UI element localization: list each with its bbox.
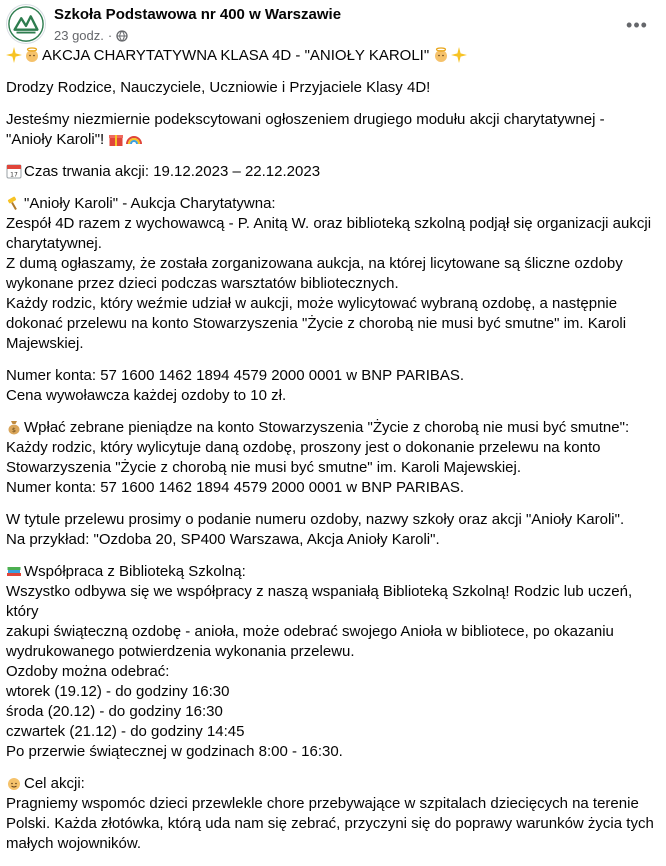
- post-text: Pragniemy wspomóc dzieci przewlekle chore przebywające w szpitalach dziecięcych na terenie: [6, 795, 639, 812]
- post-time[interactable]: 23 godz.: [54, 28, 104, 43]
- post-text-line: [6, 294, 654, 314]
- more-icon[interactable]: •••: [626, 14, 648, 35]
- post-text-line: [6, 110, 654, 130]
- post-paragraph: [6, 510, 654, 550]
- post-text-line: [6, 510, 654, 530]
- post-text-line: [6, 642, 654, 662]
- post-paragraph: [6, 562, 654, 762]
- gift-icon: [108, 131, 124, 147]
- post-text: Polski. Każda złotówka, którą uda nam się zebrać, przyczyni się do poprawy warunków życia tych: [6, 815, 654, 832]
- post-text-line: [6, 562, 654, 582]
- post-text-line: [6, 682, 654, 702]
- post-text-line: [6, 366, 654, 386]
- post-text: dokonać przelewu na konto Stowarzyszenia "Życie z chorobą nie musi być smutne" im. Karoli: [6, 315, 627, 332]
- post-text-line: [6, 438, 654, 458]
- post-text: Majewskiej.: [6, 335, 84, 352]
- post-text: środa (20.12) - do godziny 16:30: [6, 703, 223, 720]
- meta-separator: ·: [107, 28, 113, 43]
- post-text: "Anioły Karoli" - Aukcja Charytatywna:: [24, 195, 276, 212]
- post-text: Jesteśmy niezmiernie podekscytowani ogłoszeniem drugiego modułu akcji charytatywnej -: [6, 111, 605, 128]
- post-text: małych wojowników.: [6, 835, 142, 852]
- post-text-line: [6, 234, 654, 254]
- post-text: Drodzy Rodzice, Nauczyciele, Uczniowie i Przyjaciele Klasy 4D!: [6, 79, 431, 96]
- target-icon: [6, 775, 22, 791]
- post-text: Cel akcji:: [24, 775, 85, 792]
- post-text-line: [6, 46, 654, 66]
- post-header: [6, 4, 666, 44]
- post-text: Stowarzyszenia "Życie z chorobą nie musi być smutne" im. Karoli Majewskiej.: [6, 459, 521, 476]
- books-icon: [6, 563, 22, 579]
- post-text: Na przykład: "Ozdoba 20, SP400 Warszawa, Akcja Anioły Karoli".: [6, 531, 440, 548]
- post-text-line: [6, 334, 654, 354]
- post-text: Wpłać zebrane pieniądze na konto Stowarzyszenia "Życie z chorobą nie musi być smutne":: [24, 419, 630, 436]
- post-text: wydrukowanego potwierdzenia wykonania przelewu.: [6, 643, 355, 660]
- post-text-line: [6, 794, 654, 814]
- post-paragraph: [6, 418, 654, 498]
- angel-baby-icon: [433, 47, 449, 63]
- post-body: [6, 46, 654, 866]
- gavel-icon: [6, 195, 22, 211]
- post-text-line: [6, 742, 654, 762]
- sparkle-icon: [6, 47, 22, 63]
- post-text-line: [6, 774, 654, 794]
- sparkle-icon: [451, 47, 467, 63]
- post-text: wtorek (19.12) - do godziny 16:30: [6, 683, 230, 700]
- post-text: czwartek (21.12) - do godziny 14:45: [6, 723, 245, 740]
- post-text: Wszystko odbywa się we współpracy z naszą wspaniałą Biblioteką Szkolną! Rodzic lub uczeń, który: [6, 583, 633, 620]
- post-text-line: [6, 530, 654, 550]
- post-paragraph: [6, 162, 654, 182]
- post-text: AKCJA CHARYTATYWNA KLASA 4D - "ANIOŁY KAROLI": [42, 47, 430, 64]
- post-paragraph: [6, 110, 654, 150]
- post-paragraph: [6, 78, 654, 98]
- post-text-line: [6, 162, 654, 182]
- post-author[interactable]: Szkoła Podstawowa nr 400 w Warszawie: [54, 6, 342, 23]
- post-text-line: [6, 274, 654, 294]
- post-text: Każdy rodzic, który weźmie udział w aukcji, może wylicytować wybraną ozdobę, a następnie: [6, 295, 618, 312]
- post-text-line: [6, 834, 654, 854]
- post-text-line: [6, 582, 654, 622]
- angel-baby-icon: [24, 47, 40, 63]
- post-text: Numer konta: 57 1600 1462 1894 4579 2000 0001 w BNP PARIBAS.: [6, 479, 465, 496]
- post-text-line: [6, 314, 654, 334]
- post-text-line: [6, 722, 654, 742]
- post-text-line: [6, 622, 654, 642]
- post-text-line: [6, 194, 654, 214]
- post-text: zakupi świąteczną ozdobę - anioła, może odebrać swojego Anioła w bibliotece, po okazaniu: [6, 623, 614, 640]
- post-text: charytatywnej.: [6, 235, 102, 252]
- post-text: Ozdoby można odebrać:: [6, 663, 170, 680]
- post-text: Cena wywoławcza każdej ozdoby to 10 zł.: [6, 387, 287, 404]
- post-paragraph: [6, 366, 654, 406]
- post-text: Współpraca z Biblioteką Szkolną:: [24, 563, 246, 580]
- svg-text:17: 17: [10, 171, 18, 179]
- post-text: Każdy rodzic, który wylicytuje daną ozdobę, proszony jest o dokonanie przelewu na konto: [6, 439, 601, 456]
- globe-icon: [116, 30, 128, 42]
- school-logo-icon[interactable]: [6, 4, 46, 44]
- post-text-line: [6, 662, 654, 682]
- post-text: Z dumą ogłaszamy, że została zorganizowana aukcja, na której licytowane są śliczne ozdoby: [6, 255, 623, 272]
- post-text: Czas trwania akcji: 19.12.2023 – 22.12.2023: [24, 163, 321, 180]
- post-meta: [54, 28, 128, 43]
- post-text: Zespół 4D razem z wychowawcą - P. Anitą W. oraz biblioteką szkolną podjął się organizacji aukcji: [6, 215, 652, 232]
- post-paragraph: [6, 194, 654, 354]
- post-text: W tytule przelewu prosimy o podanie numeru ozdoby, nazwy szkoły oraz akcji "Anioły Karoli".: [6, 511, 625, 528]
- money-bag-icon: [6, 419, 22, 435]
- svg-text:$: $: [11, 426, 17, 434]
- post-text-line: [6, 478, 654, 498]
- post-text-line: [6, 254, 654, 274]
- post-text-line: [6, 814, 654, 834]
- post-text: wykonane przez dzieci podczas warsztatów bibliotecznych.: [6, 275, 399, 292]
- post-paragraph: [6, 46, 654, 66]
- rainbow-icon: [126, 131, 142, 147]
- post-text: "Anioły Karoli"!: [6, 131, 105, 148]
- post-text-line: [6, 130, 654, 150]
- post-text-line: [6, 386, 654, 406]
- post-text-line: [6, 458, 654, 478]
- post-text-line: [6, 214, 654, 234]
- post-text: Po przerwie świątecznej w godzinach 8:00 - 16:30.: [6, 743, 343, 760]
- post-text-line: [6, 78, 654, 98]
- post-text-line: [6, 418, 654, 438]
- post-paragraph: [6, 774, 654, 854]
- post-text: Numer konta: 57 1600 1462 1894 4579 2000 0001 w BNP PARIBAS.: [6, 367, 465, 384]
- post-text-line: [6, 702, 654, 722]
- calendar-icon: [6, 163, 22, 179]
